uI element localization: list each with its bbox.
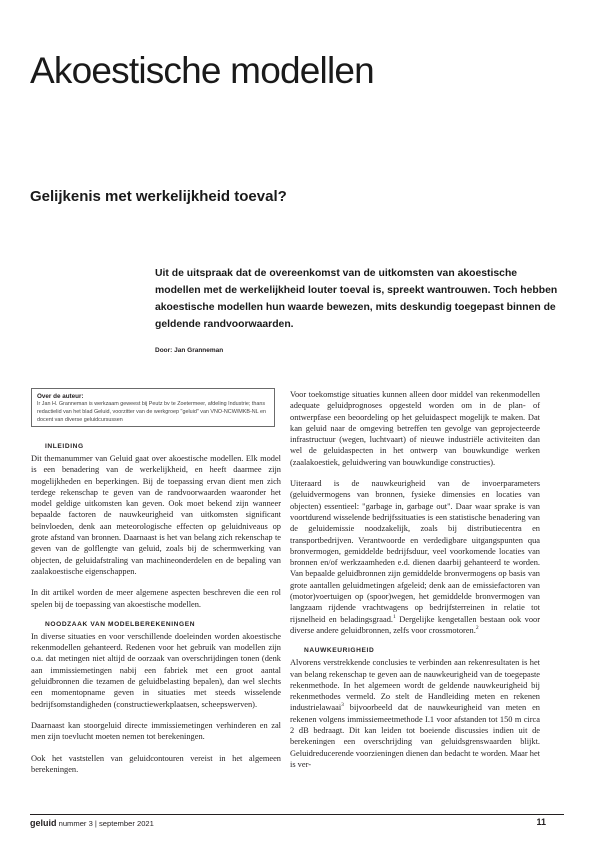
page-number: 11 [536,817,546,827]
paragraph-text: Dergelijke kengetallen bestaan ook voor diverse andere geluidbronnen, zelfs voor crossmotoren. [290,614,540,635]
paragraph-text: Uiteraard is de nauwkeurigheid van de invoerparameters (geluidvermogens van bronnen, fysieke dimensies en locaties van objecten) essentieel: "garbage in, garbage out". Daar waar sprake is van voortdurend wisselende bedrijfssituaties is een statistische benadering van de geluidemissie noodzakelijk, zoals bij distributiecentra en transportbedrijven. Verantwoorde en verdedigbare uitgangspunten qua bronvermogen, gemiddelde bedrijfsduur, veel voorkomende locaties van bronnen en/of werkzaamheden e.d. dienen daarbij gehanteerd te worden. Van bepaalde geluidbronnen zijn gemiddelde bronvermogens op basis van grote aantallen geluidmetingen afgeleid; denk aan de emissiefactoren van (motor)voertuigen op (spoor)wegen, het gemiddelde bronvermogen van langzaam rijdende vrachtwagens op bedrijfsterreinen in relatie tot rijsnelheid en beladingsgraad. [290,479,540,624]
footer-publication [30,818,154,828]
article-subtitle: Gelijkenis met werkelijkheid toeval? [30,188,287,205]
footnote-ref: 2 [475,625,479,632]
section-heading-inleiding: INLEIDING [45,443,84,450]
paragraph [290,478,540,636]
paragraph: Ook het vaststellen van geluidcontouren vereist in het algemeen berekeningen. [31,753,281,774]
footer-divider [30,814,564,815]
paragraph: Dit themanummer van Geluid gaat over akoestische modellen. Elk model is een benadering van de werkelijkheid, en heeft daarmee zijn mogelijkheden en beperkingen. Bij de toepassing ervan dient men zich terdege rekenschap te geven van de randvoorwaarden waaronder het model geldige uitkomsten kan geven. Ook moet bekend zijn wanneer bepaalde factoren de nauwkeurigheid van uitkomsten significant beïnvloeden, denk aan meteorologische effecten op geluidniveaus op grote afstand van bronnen. Daarnaast is het van belang zich rekenschap te geven van de golflengte van geluid, zoals bij de schermwerking van objecten, de geluidafstraling van machineonderdelen en de bepaling van zaalakoestische eigenschappen. [31,454,281,576]
paragraph-text: Alvorens verstrekkende conclusies te verbinden aan rekenresultaten is het van belang rekenschap te geven aan de nauwkeurigheid van de toegepaste rekenmethode. In het algemeen wordt de geldende nauwkeurigheid bij rekenmethodes vermeld. Zo stelt de Handleiding meten en rekenen industrielawaai [290,658,540,713]
section-heading-noodzaak: NOODZAAK VAN MODELBEREKENINGEN [45,620,196,628]
footnote-ref: 3 [341,702,344,709]
right-column [290,389,540,770]
author-box-heading: Over de auteur: [37,393,84,400]
byline: Door: Jan Granneman [155,347,224,354]
issue-info: nummer 3 | september 2021 [56,819,154,828]
article-title: Akoestische modellen [30,50,374,91]
lead-paragraph: Uit de uitspraak dat de overeenkomst van de uitkomsten van akoestische modellen met de werkelijkheid louter toeval is, spreekt wantrouwen. Toch hebben akoestische modellen hun waarde bewezen, mits deskundig toegepast binnen de geldende randvoorwaarden. [155,268,558,330]
left-column [31,442,281,775]
section-heading-nauwkeurigheid: NAUWKEURIGHEID [304,647,375,655]
author-box-text: Ir Jan H. Granneman is werkzaam geweest bij Peutz bv te Zoetermeer, afdeling Industrie; thans redactielid van het blad Geluid, voorzitter van de werkgroep "geluid" van VNO-NCW/MKB-NL en docent van diverse geluidcursussen [37,401,266,423]
paragraph: In diverse situaties en voor verschillende doeleinden worden akoestische rekenmodellen gehanteerd. Redenen voor het gebruik van modellen zijn o.a. dat metingen niet altijd de oorzaak van overschrijdingen tonen (denk aan immissiemetingen nabij een fabriek met een groot aantal geluidbronnen die tezamen de geluidbelasting bepalen), dan wel slechts een momentopname geven in situaties met steeds wisselende bedrijfsomstandigheden (constructiewerkplaatsen, scheepswerven). [31,631,281,709]
paragraph [290,657,540,770]
magazine-name: geluid [30,818,57,828]
paragraph-text: bijvoorbeeld dat de nauwkeurigheid van meten en rekenen volgens immissiemeetmethode I.1 voor afstanden tot 150 m circa 2 dB bedraagt. Dit kan leiden tot boeiende discussies indien uit de berekeningen een overschrijding van geluidsgrenswaarden blijkt. Geluidreducerende voorzieningen dienen dan bedacht te worden. Maar het is ver- [290,703,540,769]
paragraph: Daarnaast kan stoorgeluid directe immissiemetingen verhinderen en zal men zijn toevlucht moeten nemen tot berekeningen. [31,720,281,742]
paragraph: In dit artikel worden de meer algemene aspecten beschreven die een rol spelen bij de toepassing van akoestische modellen. [31,588,281,609]
footnote-ref: 1 [393,613,396,620]
author-info-box [31,388,275,427]
paragraph: Voor toekomstige situaties kunnen alleen door middel van rekenmodellen adequate geluidprognoses opgesteld worden om in de plan- of ontwerpfase een beoordeling op het geluidaspect mogelijk te maken. Dat kan geluid naar de omgeving betreffen ten gevolge van geprojecteerde infrastructuur (wegen, luchtvaart) of nieuwe industriële activiteiten dan wel de geluidaspecten in het ontwerp van bouwkundige werken (zaalakoestiek, geluidwering van bouwkundige constructies). [290,390,540,467]
